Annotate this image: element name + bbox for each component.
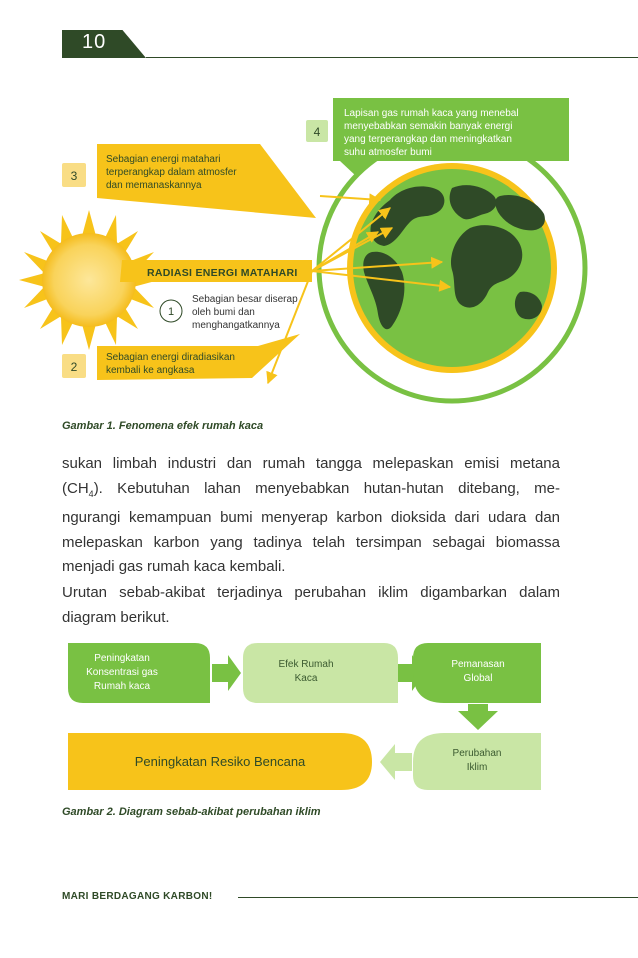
badge-3: [62, 163, 86, 187]
svg-text:Peningkatan: Peningkatan: [94, 653, 150, 664]
cause-effect-diagram: [0, 630, 638, 805]
greenhouse-effect-figure: [0, 90, 638, 415]
svg-text:Sebagian energi diradiasikan: Sebagian energi diradiasikan: [106, 352, 235, 363]
svg-text:2: 2: [70, 360, 78, 374]
svg-text:1: 1: [167, 306, 175, 318]
footer-title: MARI BERDAGANG KARBON!: [62, 891, 213, 902]
svg-text:3: 3: [70, 169, 78, 183]
page-number: 10: [82, 31, 107, 53]
paragraph-line: sukan limbah industri dan rumah tangga melepaskan emisi metana: [62, 455, 560, 472]
figure-1-caption: Gambar 1. Fenomena efek rumah kaca: [62, 420, 264, 432]
paragraph-line: melepaskan karbon yang tadinya telah tersimpan sebagai biomassa: [62, 533, 560, 551]
badge-4: [306, 120, 328, 142]
svg-text:Sebagian energi matahari: Sebagian energi matahari: [106, 154, 221, 165]
svg-text:suhu atmosfer bumi: suhu atmosfer bumi: [344, 147, 432, 158]
diagram-arrow: [458, 704, 498, 730]
svg-text:kembali ke angkasa: kembali ke angkasa: [106, 365, 195, 376]
svg-text:Kaca: Kaca: [294, 673, 318, 684]
paragraph-line: $(CH_4)$. Kebutuhan lahan menyebabkan hutan-hutan ditebang, me-: [62, 479, 560, 499]
badge-1: [160, 300, 182, 322]
diagram-box-climate-change: [413, 733, 541, 790]
badge-2: [62, 354, 86, 378]
svg-text:Peningkatan Resiko Bencana: Peningkatan Resiko Bencana: [134, 754, 306, 769]
paragraph-line: ngurangi kemampuan bumi menyerap karbon dioksida dari udara dan: [62, 509, 560, 526]
svg-text:yang terperangkap dan meningka: yang terperangkap dan meningkatkan: [344, 134, 512, 145]
diagram-box-greenhouse-effect: [243, 643, 398, 703]
figure-2-caption: Gambar 2. Diagram sebab-akibat perubahan iklim: [62, 806, 321, 818]
diagram-box-greenhouse-gas-increase: [68, 643, 210, 703]
paragraph-line: Urutan sebab-akibat terjadinya perubahan iklim digambarkan dalam: [62, 584, 560, 601]
radiation-label: RADIASI ENERGI MATAHARI: [147, 267, 298, 279]
svg-text:Rumah kaca: Rumah kaca: [93, 681, 151, 692]
svg-text:Global: Global: [463, 673, 493, 684]
diagram-box-global-warming: [413, 643, 541, 703]
svg-text:terperangkap dalam atmosfer: terperangkap dalam atmosfer: [106, 167, 237, 178]
svg-text:4: 4: [313, 125, 321, 139]
svg-text:Iklim: Iklim: [466, 762, 488, 773]
diagram-arrow: [212, 655, 241, 691]
callout-1-text: [192, 294, 298, 331]
body-paragraph-1: [62, 452, 560, 580]
svg-text:Sebagian besar diserap: Sebagian besar diserap: [192, 294, 298, 305]
svg-text:Perubahan: Perubahan: [452, 748, 502, 759]
footer-rule: [238, 897, 638, 898]
svg-text:menyebabkan semakin banyak ene: menyebabkan semakin banyak energi: [344, 121, 513, 132]
paragraph-line: diagram berikut.: [62, 608, 170, 626]
diagram-arrow: [380, 744, 412, 780]
svg-text:Konsentrasi gas: Konsentrasi gas: [86, 667, 158, 678]
svg-text:Lapisan gas rumah kaca yang me: Lapisan gas rumah kaca yang menebal: [344, 108, 519, 119]
header-rule: [146, 57, 638, 58]
body-paragraph-2: [62, 581, 560, 630]
svg-text:Pemanasan: Pemanasan: [451, 659, 505, 670]
svg-text:menghangatkannya: menghangatkannya: [192, 320, 280, 331]
svg-text:dan memanaskannya: dan memanaskannya: [106, 180, 202, 191]
svg-text:oleh bumi dan: oleh bumi dan: [192, 307, 255, 318]
diagram-box-disaster-risk: [68, 733, 372, 790]
svg-text:Efek Rumah: Efek Rumah: [278, 659, 334, 670]
paragraph-line: menjadi gas rumah kaca kembali.: [62, 558, 286, 575]
